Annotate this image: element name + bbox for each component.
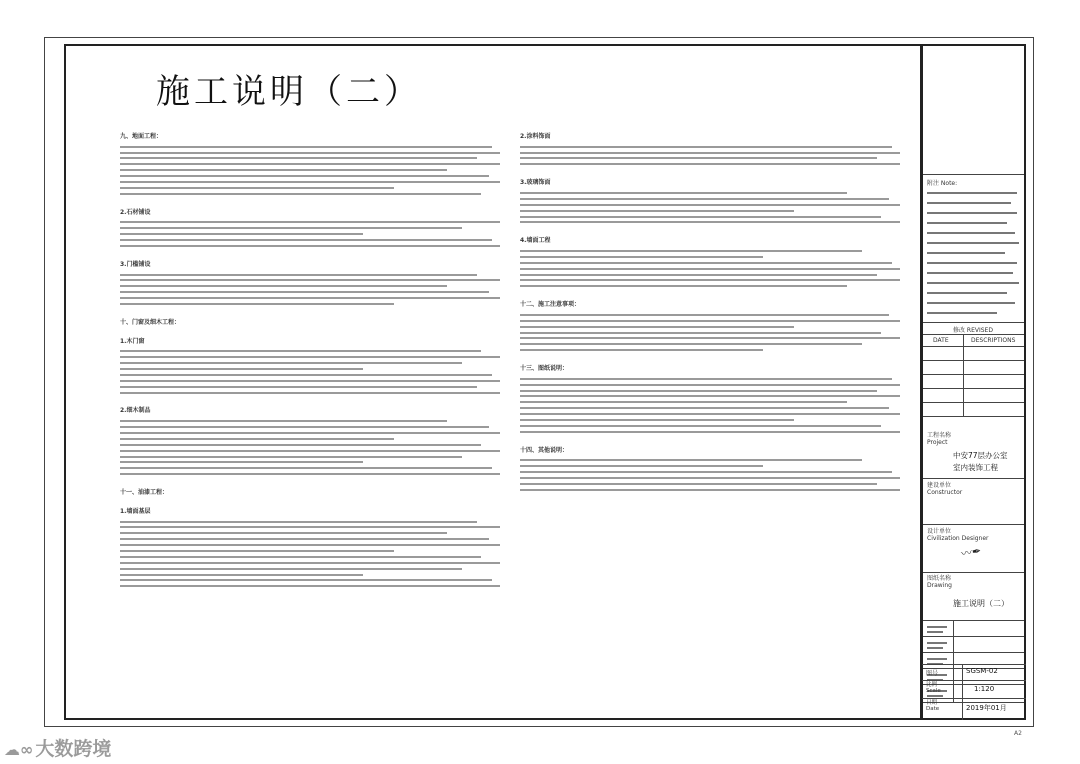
body-text-line (120, 233, 363, 235)
title-block-divider (923, 174, 1024, 175)
body-text-line (520, 395, 900, 397)
body-text-line (520, 192, 847, 194)
body-text-line (120, 245, 500, 247)
body-text-line (120, 426, 489, 428)
watermark-logo (4, 734, 111, 761)
body-text-line (120, 221, 500, 223)
descriptions-column-header: DESCRIPTIONS (971, 337, 1016, 344)
drawing-no-label: 图号 (926, 670, 939, 677)
body-text-line (120, 362, 462, 364)
body-text-line (120, 444, 481, 446)
body-text-line (120, 181, 500, 183)
body-text-line (120, 438, 394, 440)
body-text-line (520, 378, 892, 380)
drawing-number: SGSM-02 (966, 667, 998, 675)
note-line (927, 242, 1019, 244)
body-text-line (120, 521, 477, 523)
signoff-label (927, 626, 947, 628)
body-text-line (520, 216, 881, 218)
body-text-line (120, 169, 447, 171)
body-text-line (120, 227, 462, 229)
title-block (922, 44, 1026, 720)
body-text-line (520, 285, 847, 287)
body-text-line (120, 392, 500, 394)
body-text-line (120, 579, 492, 581)
watermark-text: 大数跨境 (35, 738, 112, 760)
section-gap (120, 397, 500, 406)
title-block-divider (923, 334, 1024, 335)
body-text-line (520, 210, 794, 212)
date-label: 日期 Date (926, 700, 940, 712)
body-text-line (120, 146, 492, 148)
section-gap (120, 479, 500, 488)
notes-right-column (520, 132, 900, 712)
date-column-header: DATE (933, 337, 949, 344)
body-text-line (120, 568, 462, 570)
revision-row (923, 402, 1024, 403)
signoff-label (927, 642, 947, 644)
note-line (927, 312, 997, 314)
project-name-line-1: 中安77层办公室 (953, 451, 1008, 460)
body-text-line (520, 431, 900, 433)
body-text-line (520, 146, 892, 148)
section-heading: 1.墙面基层 (120, 507, 151, 515)
project-name-line-2: 室内装饰工程 (953, 463, 998, 472)
section-gap (520, 227, 900, 236)
title-block-divider (923, 322, 1024, 323)
body-text-line (120, 550, 394, 552)
body-text-line (520, 279, 900, 281)
body-text-line (520, 262, 892, 264)
body-text-line (520, 384, 900, 386)
scale-value: 1:120 (974, 685, 995, 693)
section-heading: 4.墙面工程 (520, 237, 551, 245)
body-text-line (520, 483, 877, 485)
body-text-line (120, 297, 500, 299)
signoff-row (923, 636, 1024, 637)
cloud-link-icon: ☁∞ (4, 740, 34, 759)
body-text-line (120, 368, 363, 370)
section-heading: 十二、施工注意事项： (520, 301, 581, 309)
document-title: 施工说明（二） (156, 72, 422, 112)
body-text-line (120, 163, 500, 165)
section-heading: 九、地面工程： (120, 133, 163, 140)
body-text-line (520, 198, 889, 200)
footer-divider (922, 698, 1026, 699)
body-text-line (120, 291, 489, 293)
section-gap (520, 495, 900, 504)
body-text-line (120, 473, 500, 475)
body-text-line (120, 380, 500, 382)
section-gap (120, 498, 500, 507)
note-line (927, 222, 1007, 224)
body-text-line (520, 314, 889, 316)
date-value: 2019年01月 (966, 704, 1007, 712)
body-text-line (120, 285, 447, 287)
body-text-line (520, 268, 900, 270)
body-text-line (120, 193, 481, 195)
body-text-line (520, 401, 847, 403)
body-text-line (520, 489, 900, 491)
body-text-line (120, 374, 492, 376)
body-text-line (120, 239, 492, 241)
body-text-line (120, 175, 489, 177)
footer-column-divider (962, 664, 963, 720)
title-block-divider (923, 478, 1024, 479)
title-block-divider (923, 524, 1024, 525)
body-text-line (120, 279, 500, 281)
body-text-line (520, 459, 862, 461)
body-text-line (120, 356, 500, 358)
body-text-line (520, 413, 900, 415)
body-text-line (520, 221, 900, 223)
section-heading: 2.细木制品 (120, 407, 151, 415)
title-block-divider (923, 416, 1024, 417)
revisions-label: 修改 REVISED (953, 327, 993, 334)
body-text-line (120, 544, 500, 546)
body-text-line (520, 477, 900, 479)
drawing-title: 施工说明（二） (953, 599, 1009, 608)
designer-signature: 〰✒ (960, 544, 983, 561)
constructor-label: 建设单位 Constructor (927, 482, 963, 496)
body-text-line (520, 471, 892, 473)
section-gap (120, 328, 500, 337)
note-line (927, 282, 1019, 284)
section-heading: 1.木门窗 (120, 337, 145, 345)
note-line (927, 302, 1015, 304)
section-heading: 十四、其他说明： (520, 446, 569, 454)
body-text-line (120, 556, 481, 558)
body-text-line (520, 163, 900, 165)
notes-left-column (120, 132, 500, 712)
body-text-line (520, 332, 881, 334)
note-line (927, 262, 1017, 264)
notes-header: 附注 Note: (927, 180, 958, 187)
note-line (927, 292, 1007, 294)
project-label: 工程名称 Project (927, 432, 952, 446)
section-gap (120, 251, 500, 260)
section-gap (520, 291, 900, 300)
scale-label: 比例 Scale (926, 682, 941, 694)
revision-row (923, 374, 1024, 375)
designer-label: 设计单位 Civilization Designer (927, 528, 989, 542)
body-text-line (120, 152, 500, 154)
body-text-line (520, 274, 877, 276)
body-text-line (120, 585, 500, 587)
signoff-row (923, 652, 1024, 653)
note-line (927, 252, 1005, 254)
body-text-line (120, 562, 500, 564)
section-gap (120, 591, 500, 600)
title-block-divider (923, 620, 1024, 621)
body-text-line (120, 157, 477, 159)
body-text-line (120, 461, 363, 463)
body-text-line (120, 532, 447, 534)
body-text-line (520, 407, 889, 409)
body-text-line (120, 187, 394, 189)
body-text-line (520, 419, 794, 421)
title-block-divider (923, 572, 1024, 573)
section-heading: 十三、图纸说明： (520, 365, 569, 373)
section-heading: 2.石材铺设 (120, 208, 151, 216)
body-text-line (120, 303, 394, 305)
signoff-label (927, 631, 943, 633)
body-text-line (520, 390, 877, 392)
footer-divider (922, 680, 1026, 681)
body-text-line (520, 250, 862, 252)
section-gap (520, 355, 900, 364)
body-text-line (520, 326, 794, 328)
section-heading: 3.门槛铺设 (120, 260, 151, 268)
body-text-line (120, 432, 500, 434)
body-text-line (120, 386, 477, 388)
body-text-line (120, 538, 489, 540)
body-text-line (520, 343, 862, 345)
section-gap (120, 309, 500, 318)
body-text-line (120, 350, 481, 352)
body-text-line (520, 256, 763, 258)
body-text-line (120, 420, 447, 422)
body-text-line (520, 425, 881, 427)
body-text-line (520, 465, 763, 467)
section-heading: 2.涂料饰面 (520, 133, 551, 140)
title-block-footer (922, 664, 1026, 720)
signoff-label (927, 658, 947, 660)
section-gap (120, 199, 500, 208)
body-text-line (520, 337, 900, 339)
note-line (927, 272, 1013, 274)
body-text-line (120, 450, 500, 452)
signoff-label (927, 647, 943, 649)
body-text-line (120, 574, 363, 576)
body-text-line (520, 157, 877, 159)
body-text-line (520, 204, 900, 206)
section-gap (520, 437, 900, 446)
footer-divider (922, 664, 1026, 665)
body-text-line (520, 320, 900, 322)
body-text-line (520, 152, 900, 154)
section-heading: 十、门窗及细木工程： (120, 318, 181, 326)
body-text-line (120, 274, 477, 276)
drawing-label: 图纸名称 Drawing (927, 575, 952, 589)
body-text-line (120, 526, 500, 528)
note-line (927, 192, 1017, 194)
body-text-line (520, 349, 763, 351)
body-text-line (120, 467, 492, 469)
note-line (927, 212, 1017, 214)
section-heading: 十一、油漆工程： (120, 489, 169, 497)
section-heading: 3.玻璃饰面 (520, 179, 551, 187)
revision-row (923, 346, 1024, 347)
body-text-line (120, 456, 462, 458)
revision-row (923, 360, 1024, 361)
note-line (927, 232, 1015, 234)
revision-row (923, 388, 1024, 389)
sheet-id: A2 (1014, 730, 1022, 737)
section-gap (520, 169, 900, 178)
note-line (927, 202, 1011, 204)
